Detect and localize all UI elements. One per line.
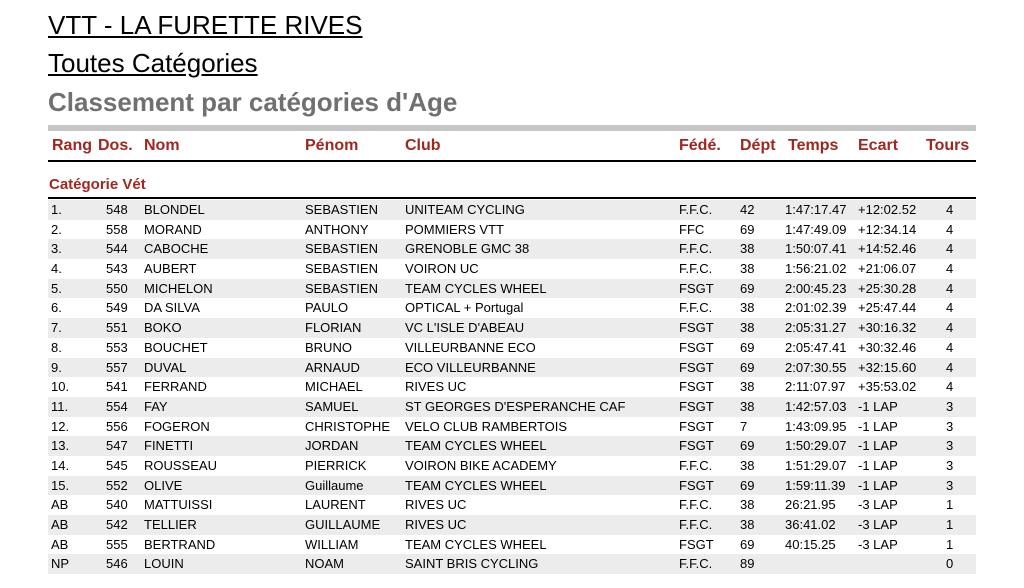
header-divider [48,125,976,131]
cell-prenom: Guillaume [305,477,364,493]
cell-club: VC L'ISLE D'ABEAU [405,320,525,336]
cell-dos: 542 [106,517,128,532]
cell-temps: 1:43:09.95 [785,418,847,434]
table-row [48,554,976,574]
cell-ecart: +35:53.02 [858,379,917,395]
cell-fede: F.F.C. [679,241,713,257]
cell-rang: 7. [51,320,62,336]
cell-tours: 4 [946,359,954,375]
cell-temps: 2:05:31.27 [785,320,847,336]
cell-dos: 552 [106,477,128,493]
cell-dos: 554 [106,398,128,414]
cell-dept: 7 [740,418,748,434]
cell-temps: 40:15.25 [785,536,836,552]
cell-tours: 3 [946,457,954,473]
cell-prenom: PAULO [305,300,349,316]
cell-fede: F.F.C. [679,457,713,473]
cell-temps: 2:05:47.41 [785,339,847,355]
cell-nom: FERRAND [144,379,207,395]
table-row [48,259,976,279]
cell-tours: 4 [946,379,954,395]
table-row [48,338,976,358]
cell-ecart: +12:02.52 [858,202,917,217]
cell-dept: 38 [740,320,755,336]
cell-dos: 543 [106,261,128,277]
cell-fede: F.F.C. [679,261,713,277]
cell-prenom: WILLIAM [305,536,359,552]
cell-club: OPTICAL + Portugal [405,300,524,316]
cell-prenom: SAMUEL [305,398,359,414]
cell-dos: 541 [106,379,128,395]
table-row [48,298,976,318]
cell-dos: 545 [106,457,128,473]
cell-dos: 548 [106,202,128,217]
cell-ecart: +30:16.32 [858,320,917,336]
cell-dos: 553 [106,339,128,355]
cell-club: ST GEORGES D'ESPERANCHE CAF [405,398,626,414]
results-table [48,200,976,574]
cell-temps: 26:21.95 [785,497,836,513]
cell-tours: 3 [946,477,954,493]
cell-nom: TELLIER [144,517,197,532]
cell-prenom: SEBASTIEN [305,202,378,217]
cell-club: TEAM CYCLES WHEEL [405,280,547,296]
cell-club: RIVES UC [405,379,467,395]
cell-nom: BERTRAND [144,536,216,552]
cell-tours: 1 [946,517,954,532]
table-row [48,495,976,515]
ranking-title: Classement par catégories d'Age [48,87,458,117]
table-row [48,220,976,240]
cell-prenom: PIERRICK [305,457,367,473]
cell-dept: 38 [740,497,755,513]
col-ecart: Ecart [858,137,899,154]
cell-rang: 13. [51,438,70,454]
category-scope-title: Toutes Catégories [48,48,258,78]
cell-temps: 1:50:29.07 [785,438,847,454]
cell-ecart: +30:32.46 [858,339,917,355]
col-prenom: Pénom [305,137,359,154]
cell-temps: 2:01:02.39 [785,300,847,316]
cell-temps: 1:56:21.02 [785,261,847,277]
col-nom: Nom [144,137,180,154]
cell-dept: 69 [740,221,755,237]
cell-dos: 546 [106,556,128,572]
cell-nom: ROUSSEAU [144,457,217,473]
cell-fede: FSGT [679,418,714,434]
cell-tours: 1 [946,536,954,552]
col-dos: Dos. [98,137,133,154]
cell-tours: 4 [946,280,954,296]
cell-dos: 547 [106,438,128,454]
cell-fede: F.F.C. [679,202,713,217]
cell-rang: 15. [51,477,70,493]
cell-dos: 555 [106,536,128,552]
cell-prenom: SEBASTIEN [305,280,378,296]
cell-dept: 38 [740,517,755,532]
cell-tours: 1 [946,497,954,513]
cell-fede: F.F.C. [679,556,713,572]
cell-club: TEAM CYCLES WHEEL [405,536,547,552]
cell-fede: FSGT [679,339,714,355]
cell-nom: FOGERON [144,418,210,434]
cell-fede: FSGT [679,359,714,375]
cell-tours: 3 [946,418,954,434]
cell-nom: AUBERT [144,261,197,277]
cell-ecart: -1 LAP [858,398,898,414]
cell-nom: FINETTI [144,438,194,454]
cell-fede: FSGT [679,280,714,296]
cell-prenom: MICHAEL [305,379,363,395]
table-row [48,377,976,397]
cell-dept: 69 [740,359,755,375]
cell-dept: 38 [740,398,755,414]
cell-club: TEAM CYCLES WHEEL [405,438,547,454]
cell-prenom: ANTHONY [305,221,369,237]
table-row [48,358,976,378]
cell-tours: 3 [946,398,954,414]
cell-nom: LOUIN [144,556,184,572]
cell-dos: 550 [106,280,128,296]
cell-prenom: JORDAN [305,438,359,454]
cell-nom: BOUCHET [144,339,208,355]
cell-club: VELO CLUB RAMBERTOIS [405,418,568,434]
category-underline [48,197,976,199]
cell-rang: NP [51,556,70,572]
cell-prenom: LAURENT [305,497,366,513]
cell-nom: DA SILVA [144,300,200,316]
table-row [48,239,976,259]
cell-dept: 69 [740,280,755,296]
col-dept: Dépt [740,137,776,154]
cell-nom: BLONDEL [144,202,205,217]
cell-temps: 1:59:11.39 [785,477,846,493]
cell-rang: 10. [51,379,70,395]
cell-dept: 38 [740,457,755,473]
cell-temps: 2:07:30.55 [785,359,847,375]
cell-nom: FAY [144,398,168,414]
cell-prenom: ARNAUD [305,359,360,375]
table-row [48,456,976,476]
cell-fede: FSGT [679,536,714,552]
cell-ecart: -3 LAP [858,536,898,552]
cell-rang: AB [51,517,69,532]
table-row [48,318,976,338]
table-row [48,417,976,437]
cell-dept: 38 [740,379,755,395]
cell-temps: 2:00:45.23 [785,280,847,296]
cell-temps: 36:41.02 [785,517,836,532]
cell-club: RIVES UC [405,517,467,532]
cell-fede: FSGT [679,477,714,493]
cell-tours: 4 [946,339,954,355]
cell-tours: 4 [946,221,954,237]
table-row [48,535,976,555]
table-row [48,200,976,220]
cell-fede: F.F.C. [679,497,713,513]
cell-fede: FFC [679,221,705,237]
cell-nom: BOKO [144,320,182,336]
event-title: VTT - LA FURETTE RIVES [48,10,363,40]
cell-prenom: SEBASTIEN [305,241,378,257]
table-row [48,397,976,417]
cell-ecart: +21:06.07 [858,261,917,277]
col-club: Club [405,137,441,154]
cell-rang: 2. [51,221,62,237]
cell-dos: 544 [106,241,128,257]
cell-temps: 1:50:07.41 [785,241,847,257]
cell-temps: 1:42:57.03 [785,398,847,414]
cell-nom: MATTUISSI [144,497,213,513]
table-row [48,436,976,456]
cell-fede: F.F.C. [679,517,713,532]
cell-rang: 5. [51,280,62,296]
cell-ecart: +12:34.14 [858,221,917,237]
cell-fede: FSGT [679,438,714,454]
cell-dept: 69 [740,438,755,454]
cell-temps: 1:51:29.07 [785,457,847,473]
cell-club: VOIRON UC [405,261,479,277]
cell-dept: 42 [740,202,755,217]
table-row [48,515,976,535]
cell-tours: 4 [946,241,954,257]
cell-ecart: -3 LAP [858,517,898,532]
cell-tours: 4 [946,320,954,336]
cell-rang: 11. [51,398,69,414]
cell-ecart: -1 LAP [858,477,898,493]
cell-tours: 4 [946,300,954,316]
cell-nom: MICHELON [144,280,213,296]
cell-rang: AB [51,497,69,513]
cell-rang: 4. [51,261,62,277]
column-headers [48,137,978,159]
cell-prenom: CHRISTOPHE [305,418,390,434]
cell-dos: 551 [106,320,128,336]
cell-rang: 14. [51,457,70,473]
cell-prenom: GUILLAUME [305,517,381,532]
col-temps: Temps [788,137,839,154]
cell-nom: DUVAL [144,359,187,375]
cell-ecart: +14:52.46 [858,241,917,257]
cell-fede: FSGT [679,398,714,414]
cell-club: RIVES UC [405,497,467,513]
category-label: Catégorie Vét [49,176,146,193]
cell-nom: CABOCHE [144,241,209,257]
cell-nom: MORAND [144,221,202,237]
cell-rang: 12. [51,418,70,434]
cell-dos: 558 [106,221,128,237]
col-fede: Fédé. [679,137,721,154]
table-row [48,476,976,496]
cell-prenom: FLORIAN [305,320,362,336]
cell-dept: 38 [740,241,755,257]
cell-club: SAINT BRIS CYCLING [405,556,539,572]
cell-rang: 6. [51,300,62,316]
cell-temps: 1:47:49.09 [785,221,847,237]
cell-rang: AB [51,536,69,552]
cell-dept: 89 [740,556,755,572]
cell-fede: FSGT [679,379,714,395]
cell-dos: 556 [106,418,128,434]
col-tours: Tours [926,137,970,154]
cell-dos: 549 [106,300,128,316]
cell-rang: 1. [51,202,62,217]
cell-tours: 4 [946,261,954,277]
cell-dept: 38 [740,261,755,277]
cell-dos: 557 [106,359,128,375]
cell-rang: 9. [51,359,62,375]
cell-temps: 1:47:17.47 [785,202,847,217]
cell-ecart: -1 LAP [858,457,898,473]
cell-nom: OLIVE [144,477,183,493]
cell-ecart: +32:15.60 [858,359,917,375]
cell-club: POMMIERS VTT [405,221,504,237]
cell-club: GRENOBLE GMC 38 [405,241,530,257]
column-header-underline [48,160,976,162]
cell-ecart: +25:30.28 [858,280,917,296]
cell-rang: 8. [51,339,62,355]
cell-prenom: SEBASTIEN [305,261,378,277]
cell-ecart: +25:47.44 [858,300,917,316]
cell-prenom: NOAM [305,556,344,572]
cell-club: VILLEURBANNE ECO [405,339,536,355]
cell-rang: 3. [51,241,62,257]
cell-club: VOIRON BIKE ACADEMY [405,457,557,473]
cell-ecart: -1 LAP [858,438,898,454]
cell-dept: 69 [740,477,755,493]
cell-tours: 0 [946,556,954,572]
cell-dos: 540 [106,497,128,513]
cell-prenom: BRUNO [305,339,352,355]
cell-ecart: -3 LAP [858,497,898,513]
cell-club: UNITEAM CYCLING [405,202,525,217]
cell-fede: F.F.C. [679,300,713,316]
table-row [48,279,976,299]
cell-club: ECO VILLEURBANNE [405,359,536,375]
cell-club: TEAM CYCLES WHEEL [405,477,547,493]
cell-dept: 69 [740,536,755,552]
cell-dept: 69 [740,339,755,355]
cell-ecart: -1 LAP [858,418,898,434]
cell-tours: 3 [946,438,954,454]
cell-temps: 2:11:07.97 [785,379,846,395]
cell-tours: 4 [946,202,954,217]
col-rang: Rang [52,137,92,154]
cell-fede: FSGT [679,320,714,336]
cell-dept: 38 [740,300,755,316]
